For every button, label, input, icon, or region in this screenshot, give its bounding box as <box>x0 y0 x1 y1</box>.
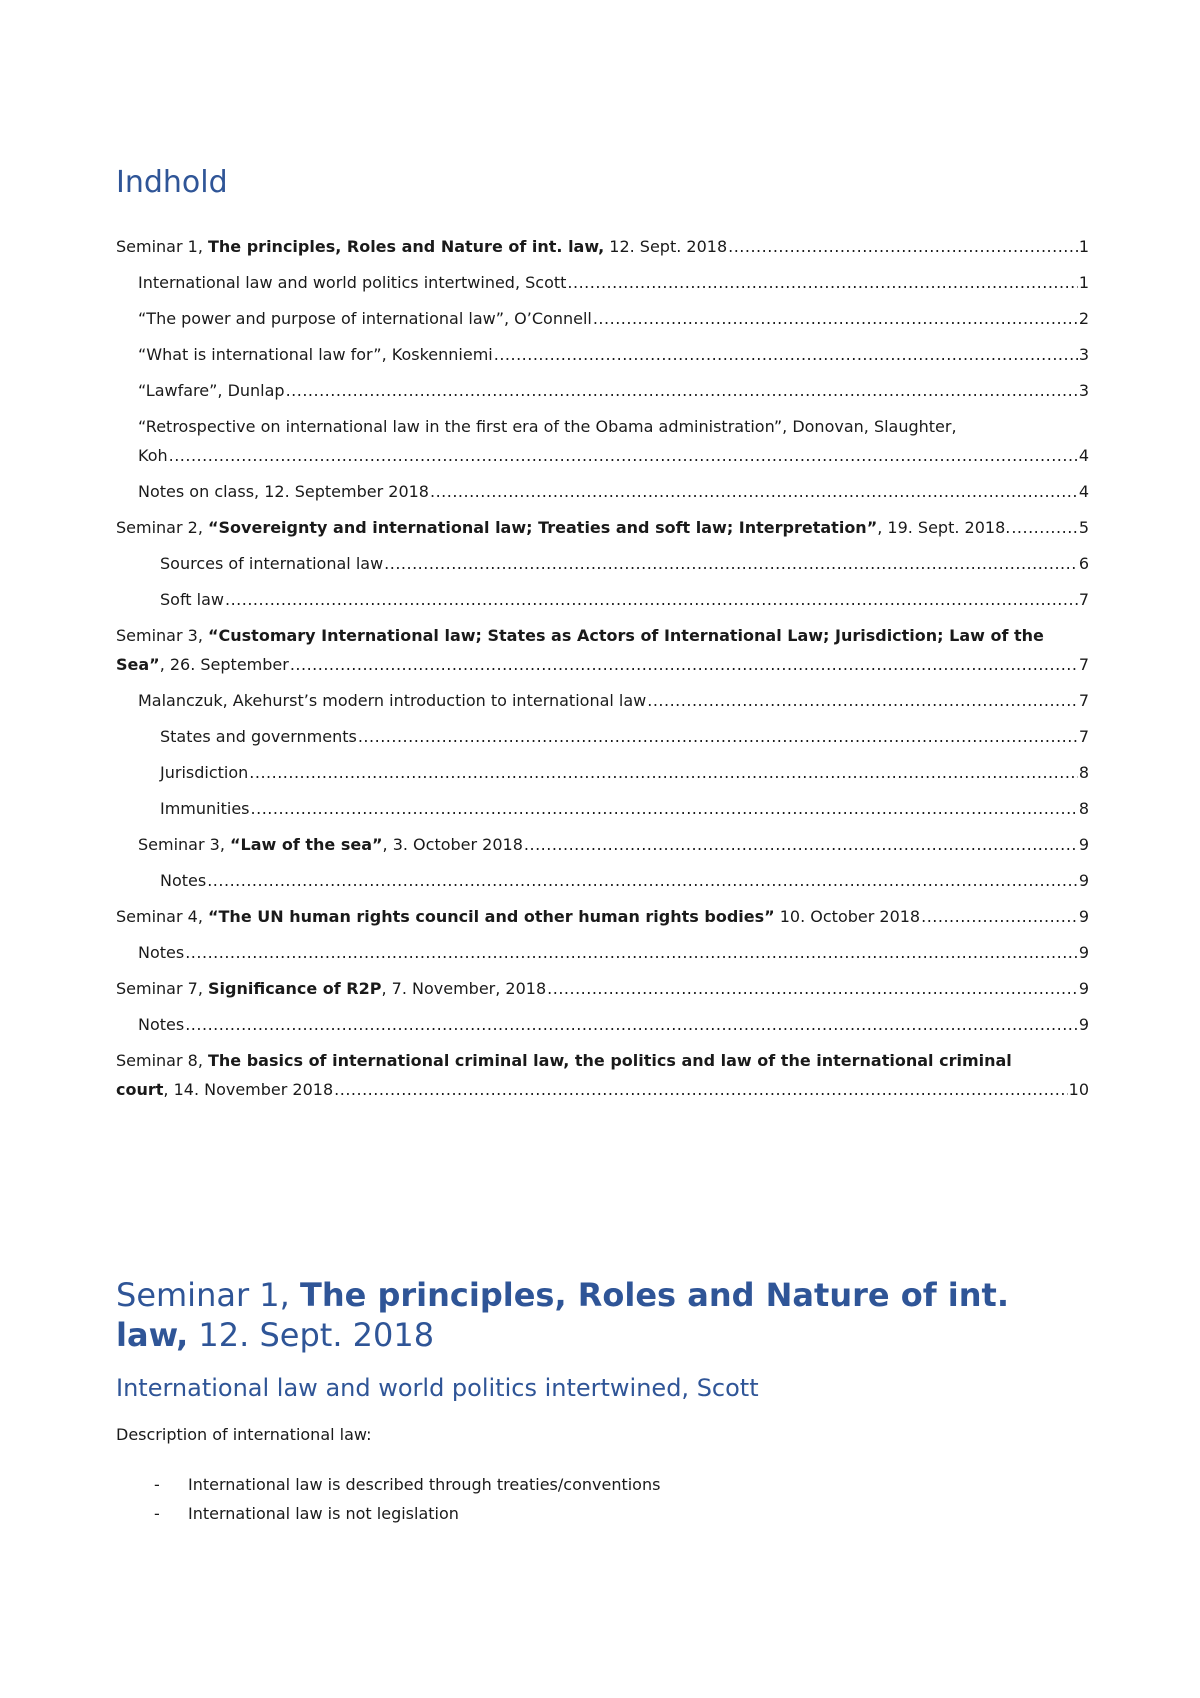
toc-entry-line <box>138 477 1089 506</box>
bullet-list <box>116 1470 660 1528</box>
toc-entry-line <box>160 722 1089 751</box>
toc-entry-text: “The power and purpose of international law”, O’Connell <box>138 309 592 328</box>
toc-entry-text: Seminar 8, <box>116 1051 208 1070</box>
toc-entry-line <box>138 441 1089 470</box>
section-title-prefix: Seminar 1, <box>116 1276 300 1314</box>
section-title-suffix: 12. Sept. 2018 <box>188 1316 435 1354</box>
toc-entry-text: 10. October 2018 <box>774 907 921 926</box>
toc-entry-line <box>138 1010 1089 1039</box>
toc-entry-text: Sources of international law <box>160 554 384 573</box>
toc-entry-text: Soft law <box>160 590 224 609</box>
toc-dot-leader <box>225 585 1078 614</box>
section-heading-seminar-1 <box>116 1275 1076 1355</box>
toc-entry[interactable] <box>116 1010 1089 1039</box>
toc-entry-text: Malanczuk, Akehurst’s modern introduction to international law <box>138 691 647 710</box>
list-item-text: International law is not legislation <box>188 1504 459 1523</box>
list-item <box>116 1499 660 1528</box>
toc-entry-line <box>138 830 1089 859</box>
toc-entry-title <box>138 376 285 405</box>
toc-entry-line <box>138 686 1089 715</box>
toc-dot-leader <box>185 1010 1078 1039</box>
toc-entry-text: Notes on class, 12. September 2018 <box>138 482 429 501</box>
toc-entry-text: “Lawfare”, Dunlap <box>138 381 285 400</box>
toc-dot-leader <box>251 794 1078 823</box>
toc-entry-text: Notes <box>160 871 207 890</box>
toc-entry-text: , 14. November 2018 <box>163 1080 334 1099</box>
toc-entry[interactable] <box>116 686 1089 715</box>
toc-entry-text: Seminar 1, <box>116 237 208 256</box>
toc-entry-title <box>160 758 248 787</box>
toc-entry-title <box>116 1075 333 1104</box>
toc-entry-title <box>138 304 592 333</box>
toc-entry-first-line <box>138 412 1089 441</box>
subsection-heading: International law and world politics intertwined, Scott <box>116 1374 759 1402</box>
toc-page-number: 9 <box>1078 871 1089 890</box>
toc-entry-text: “Law of the sea” <box>230 835 383 854</box>
toc-page-number: 4 <box>1078 482 1089 501</box>
toc-dot-leader <box>494 340 1078 369</box>
toc-entry-line <box>116 232 1089 261</box>
toc-entry-text: Sea” <box>116 655 160 674</box>
intro-paragraph: Description of international law: <box>116 1425 372 1444</box>
toc-entry[interactable] <box>116 340 1089 369</box>
toc-page-number: 10 <box>1068 1080 1089 1099</box>
toc-entry-title <box>160 549 383 578</box>
toc-entry[interactable] <box>116 902 1089 931</box>
toc-dot-leader <box>430 477 1078 506</box>
toc-entry-line <box>116 513 1089 542</box>
toc-dot-leader <box>384 549 1078 578</box>
toc-entry[interactable] <box>116 268 1089 297</box>
toc-entry-text: Seminar 4, <box>116 907 208 926</box>
toc-entry-text: court <box>116 1080 164 1099</box>
table-of-contents <box>116 232 1089 1111</box>
toc-heading: Indhold <box>116 165 228 200</box>
toc-entry[interactable] <box>116 794 1089 823</box>
toc-entry-text: , 3. October 2018 <box>382 835 523 854</box>
bullet-marker: - <box>154 1475 160 1494</box>
toc-entry-text: Seminar 7, <box>116 979 208 998</box>
toc-entry-title <box>160 866 206 895</box>
toc-entry-text: States and governments <box>160 727 357 746</box>
toc-entry-line <box>116 974 1089 1003</box>
toc-page-number: 4 <box>1078 446 1089 465</box>
toc-page-number: 7 <box>1078 691 1089 710</box>
toc-entry-line <box>160 794 1089 823</box>
toc-dot-leader <box>567 268 1077 297</box>
toc-entry-title <box>138 1010 184 1039</box>
toc-page-number: 9 <box>1078 1015 1089 1034</box>
toc-dot-leader <box>524 830 1078 859</box>
toc-dot-leader <box>1011 513 1077 542</box>
toc-entry[interactable] <box>116 621 1089 679</box>
toc-entry[interactable] <box>116 376 1089 405</box>
toc-entry-line <box>138 340 1089 369</box>
toc-page-number: 3 <box>1078 345 1089 364</box>
toc-page-number: 1 <box>1078 237 1089 256</box>
toc-entry-title <box>160 585 224 614</box>
toc-page-number: 9 <box>1078 907 1089 926</box>
toc-entry[interactable] <box>116 866 1089 895</box>
toc-entry-text: Jurisdiction <box>160 763 249 782</box>
toc-dot-leader <box>286 376 1078 405</box>
toc-entry[interactable] <box>116 938 1089 967</box>
toc-entry-line <box>116 902 1089 931</box>
toc-entry-text: “The UN human rights council and other human rights bodies” <box>208 907 775 926</box>
toc-entry[interactable] <box>116 549 1089 578</box>
toc-entry-title <box>116 650 289 679</box>
toc-entry-title <box>138 340 493 369</box>
toc-entry[interactable] <box>116 585 1089 614</box>
list-item <box>116 1470 660 1499</box>
toc-page-number: 8 <box>1078 799 1089 818</box>
toc-entry-title <box>116 902 920 931</box>
toc-entry-text: 12. Sept. 2018 <box>604 237 728 256</box>
section-title-bold: The principles, Roles and Nature of int. law, <box>116 1276 1009 1354</box>
toc-dot-leader <box>921 902 1078 931</box>
toc-entry-first-line <box>116 1046 1089 1075</box>
toc-page-number: 7 <box>1078 590 1089 609</box>
toc-entry-line <box>160 549 1089 578</box>
toc-entry[interactable] <box>116 513 1089 542</box>
toc-entry-text: Notes <box>138 943 185 962</box>
toc-entry-text: “Retrospective on international law in the first era of the Obama administration”, Donovan, Slaughter, <box>138 417 957 436</box>
toc-entry-title <box>138 938 184 967</box>
toc-entry[interactable] <box>116 232 1089 261</box>
toc-entry-text: The principles, Roles and Nature of int. law, <box>208 237 605 256</box>
toc-entry-text: The basics of international criminal law, the politics and law of the international criminal <box>208 1051 1012 1070</box>
toc-entry-title <box>160 722 357 751</box>
toc-entry-text: , 7. November, 2018 <box>381 979 547 998</box>
toc-entry-text: , 19. Sept. 2018. <box>877 518 1011 537</box>
toc-entry-text: Immunities <box>160 799 250 818</box>
toc-dot-leader <box>547 974 1078 1003</box>
toc-entry-line <box>138 938 1089 967</box>
toc-page-number: 5 <box>1078 518 1089 537</box>
toc-entry-title <box>138 830 523 859</box>
toc-page-number: 8 <box>1078 763 1089 782</box>
toc-entry-line <box>116 1075 1089 1104</box>
toc-entry[interactable] <box>116 412 1089 470</box>
toc-entry[interactable] <box>116 722 1089 751</box>
toc-dot-leader <box>647 686 1078 715</box>
toc-entry-line <box>138 268 1089 297</box>
toc-entry-text: Koh <box>138 446 168 465</box>
toc-entry-text: “What is international law for”, Koskenniemi <box>138 345 493 364</box>
toc-page-number: 2 <box>1078 309 1089 328</box>
toc-entry-text: Seminar 2, <box>116 518 208 537</box>
toc-entry-title <box>138 441 168 470</box>
toc-entry-line <box>116 650 1089 679</box>
list-item-text: International law is described through treaties/conventions <box>188 1475 661 1494</box>
toc-dot-leader <box>290 650 1078 679</box>
toc-entry[interactable] <box>116 830 1089 859</box>
toc-entry-title <box>138 477 429 506</box>
toc-entry-text: “Sovereignty and international law; Treaties and soft law; Interpretation” <box>208 518 878 537</box>
toc-entry-text: , 26. September <box>159 655 289 674</box>
toc-entry-text: International law and world politics intertwined, Scott <box>138 273 567 292</box>
toc-entry-title <box>116 974 546 1003</box>
toc-entry-title <box>116 232 727 261</box>
toc-dot-leader <box>169 441 1078 470</box>
toc-page-number: 7 <box>1078 655 1089 674</box>
toc-entry-title <box>138 268 566 297</box>
toc-entry-text: “Customary International law; States as Actors of International Law; Jurisdiction; Law of the <box>208 626 1044 645</box>
toc-dot-leader <box>185 938 1078 967</box>
toc-entry[interactable] <box>116 1046 1089 1104</box>
toc-dot-leader <box>593 304 1078 333</box>
toc-entry-text: Seminar 3, <box>138 835 230 854</box>
toc-entry-title <box>116 513 1010 542</box>
toc-entry-line <box>160 866 1089 895</box>
toc-dot-leader <box>334 1075 1067 1104</box>
toc-entry-line <box>138 376 1089 405</box>
toc-entry-text: Notes <box>138 1015 185 1034</box>
toc-entry-first-line <box>116 621 1089 650</box>
toc-entry[interactable] <box>116 974 1089 1003</box>
toc-page-number: 9 <box>1078 979 1089 998</box>
toc-entry-line <box>160 758 1089 787</box>
toc-entry-text: Significance of R2P <box>208 979 382 998</box>
toc-entry-text: Seminar 3, <box>116 626 208 645</box>
toc-entry-line <box>160 585 1089 614</box>
toc-dot-leader <box>358 722 1078 751</box>
toc-entry-title <box>138 686 646 715</box>
toc-entry[interactable] <box>116 477 1089 506</box>
toc-page-number: 7 <box>1078 727 1089 746</box>
toc-page-number: 3 <box>1078 381 1089 400</box>
toc-page-number: 1 <box>1078 273 1089 292</box>
toc-dot-leader <box>207 866 1078 895</box>
toc-entry[interactable] <box>116 304 1089 333</box>
toc-entry[interactable] <box>116 758 1089 787</box>
toc-page-number: 6 <box>1078 554 1089 573</box>
toc-page-number: 9 <box>1078 835 1089 854</box>
toc-entry-title <box>160 794 250 823</box>
toc-dot-leader <box>728 232 1078 261</box>
toc-entry-line <box>138 304 1089 333</box>
bullet-marker: - <box>154 1504 160 1523</box>
toc-page-number: 9 <box>1078 943 1089 962</box>
toc-dot-leader <box>249 758 1078 787</box>
